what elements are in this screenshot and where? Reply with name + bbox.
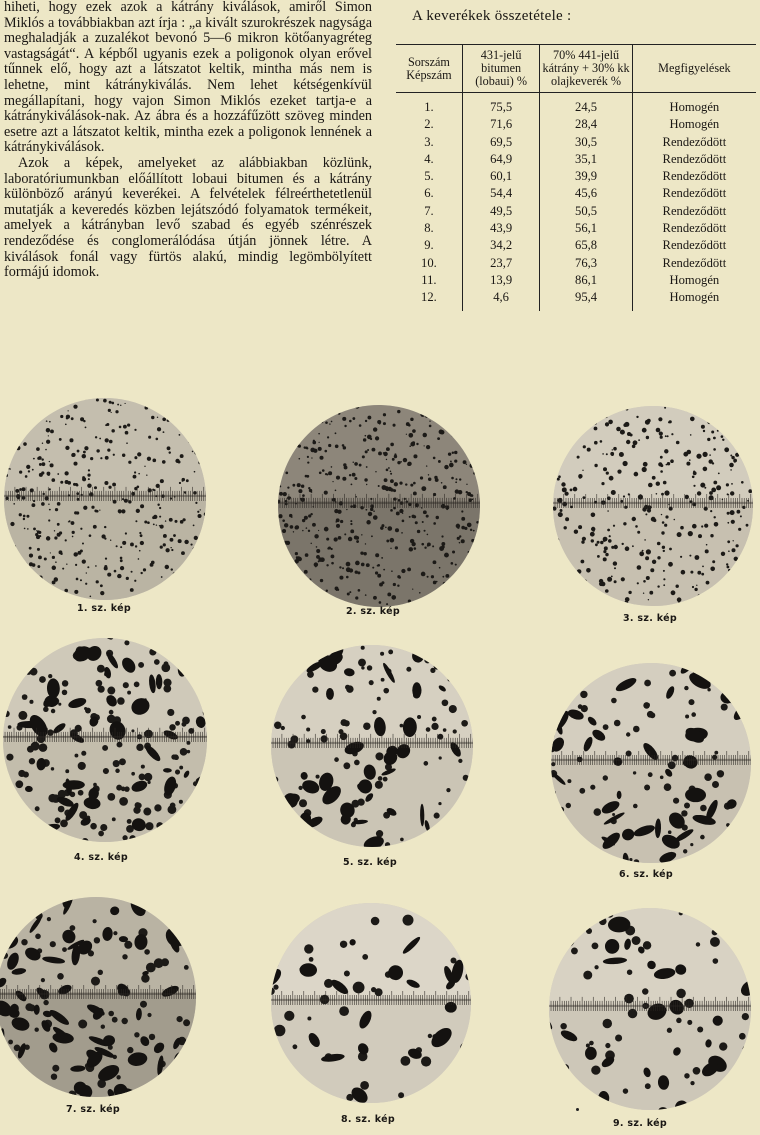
cell-katrany: 35,1 <box>540 151 632 168</box>
cell-bitumen: 71,6 <box>462 116 540 133</box>
header-katrany: 70% 441-jelű kátrány + 30% kk olajkeverék % <box>540 45 632 93</box>
table-row <box>396 255 756 272</box>
cell-bitumen: 64,9 <box>462 151 540 168</box>
paragraph-1: hiheti, hogy ezek azok a kátrány kiválások, amiről Simon Miklós a továbbiakban azt írja : „a kivált szurokrészek nagysága meghaladják a zuzalékot bevonó 5—6 mikron kötőanyagréteg vastagságát“. A képből ugyanis ezek a poligonok olyan erővel tűnnek elő, hogy azt a látszatot keltik, mintha más nem is lehetne, mint kátránykiválás. Nem lehet kétségenkívül megállapítani, hogy vajon Simon Miklós ezeket tartja-e a kátránykiválások-nak. Az ábra és a hozzáfűzött szöveg minden esetre azt a látszatot keltik, mintha ezek a poligonok lennének a kátránykiválások. <box>4 0 372 156</box>
micrograph-5 <box>271 645 473 847</box>
caption-2: 2. sz. kép <box>346 606 400 617</box>
cell-katrany: 76,3 <box>540 255 632 272</box>
composition-table <box>396 44 756 311</box>
body-text <box>4 0 372 281</box>
cell-katrany: 45,6 <box>540 185 632 202</box>
cell-no: 9. <box>424 238 434 253</box>
micrograph-texture <box>3 638 207 842</box>
micrograph-texture <box>271 903 471 1103</box>
cell-bitumen: 54,4 <box>462 185 540 202</box>
cell-obs: Rendeződött <box>632 185 756 202</box>
cell-obs: Homogén <box>632 272 756 289</box>
table-body <box>396 93 756 311</box>
cell-katrany: 28,4 <box>540 116 632 133</box>
caption-8: 8. sz. kép <box>341 1114 395 1125</box>
cell-katrany: 56,1 <box>540 220 632 237</box>
cell-katrany: 24,5 <box>540 93 632 117</box>
micrograph-texture <box>0 897 196 1097</box>
table-row <box>396 168 756 185</box>
cell-bitumen: 69,5 <box>462 134 540 151</box>
cell-bitumen: 75,5 <box>462 93 540 117</box>
cell-no: 12. <box>421 290 437 305</box>
table-row <box>396 185 756 202</box>
table-row <box>396 151 756 168</box>
cell-katrany: 30,5 <box>540 134 632 151</box>
cell-bitumen: 4,6 <box>462 289 540 310</box>
cell-bitumen: 13,9 <box>462 272 540 289</box>
cell-obs: Homogén <box>632 116 756 133</box>
header-sorszam: Sorszám Képszám <box>396 45 462 93</box>
micrograph-6 <box>551 663 751 863</box>
micrograph-texture <box>549 908 751 1110</box>
micrograph-texture <box>278 405 480 607</box>
table-row <box>396 272 756 289</box>
table-row <box>396 116 756 133</box>
caption-1: 1. sz. kép <box>77 603 131 614</box>
table-row <box>396 93 756 117</box>
cell-obs: Homogén <box>632 93 756 117</box>
cell-obs: Rendeződött <box>632 151 756 168</box>
cell-katrany: 39,9 <box>540 168 632 185</box>
cell-no: 1. <box>424 100 434 114</box>
micrograph-texture <box>553 406 753 606</box>
cell-obs: Rendeződött <box>632 134 756 151</box>
table-row <box>396 203 756 220</box>
cell-no: 7. <box>424 203 434 218</box>
table-header-row <box>396 45 756 93</box>
table-row <box>396 220 756 237</box>
cell-no: 4. <box>424 151 434 166</box>
micrograph-texture <box>271 645 473 847</box>
cell-no: 2. <box>424 117 434 132</box>
caption-3: 3. sz. kép <box>623 613 677 624</box>
micrograph-texture <box>551 663 751 863</box>
cell-bitumen: 34,2 <box>462 237 540 254</box>
micrograph-1 <box>4 398 206 600</box>
cell-katrany: 86,1 <box>540 272 632 289</box>
cell-obs: Rendeződött <box>632 203 756 220</box>
table-row <box>396 289 756 310</box>
cell-obs: Rendeződött <box>632 220 756 237</box>
micrograph-9 <box>549 908 751 1110</box>
header-bitumen: 431-jelű bitumen (lobaui) % <box>462 45 540 93</box>
cell-obs: Homogén <box>632 289 756 310</box>
cell-bitumen: 43,9 <box>462 220 540 237</box>
micrograph-4 <box>3 638 207 842</box>
table-row <box>396 134 756 151</box>
cell-bitumen: 23,7 <box>462 255 540 272</box>
cell-katrany: 95,4 <box>540 289 632 310</box>
caption-7: 7. sz. kép <box>66 1104 120 1115</box>
caption-5: 5. sz. kép <box>343 857 397 868</box>
cell-bitumen: 49,5 <box>462 203 540 220</box>
micrograph-2 <box>278 405 480 607</box>
cell-no: 11. <box>421 272 437 287</box>
table-row <box>396 237 756 254</box>
cell-obs: Rendeződött <box>632 255 756 272</box>
cell-no: 3. <box>424 134 434 149</box>
caption-6: 6. sz. kép <box>619 869 673 880</box>
cell-no: 6. <box>424 186 434 201</box>
table-title: A keverékek összetétele : <box>412 8 572 24</box>
micrograph-8 <box>271 903 471 1103</box>
micrograph-texture <box>4 398 206 600</box>
cell-no: 10. <box>421 255 437 270</box>
cell-no: 5. <box>424 169 434 184</box>
cell-bitumen: 60,1 <box>462 168 540 185</box>
paragraph-2: Azok a képek, amelyeket az alábbiakban közlünk, laboratóriumunkban előállított lobaui bitumen és a kátrány különböző arányú keverékei. A felvételek félreérthetetlenül mutatják a keveredés közben lejátszódó folyamatok termékeit, amelyek a kátrányban levő szabad és egyéb szénrészek rendeződése és conglomerálódása útján jönnek létre. A kiválások fonál vagy fürtös alakú, mindig legömbölyített formájú idomok. <box>4 154 372 281</box>
micrograph-3 <box>553 406 753 606</box>
cell-katrany: 65,8 <box>540 237 632 254</box>
caption-9: 9. sz. kép <box>613 1118 667 1129</box>
cell-no: 8. <box>424 221 434 236</box>
stray-dot <box>576 1108 579 1111</box>
cell-obs: Rendeződött <box>632 168 756 185</box>
micrograph-7 <box>0 897 196 1097</box>
caption-4: 4. sz. kép <box>74 852 128 863</box>
cell-katrany: 50,5 <box>540 203 632 220</box>
cell-obs: Rendeződött <box>632 237 756 254</box>
header-megfigyelesek: Megfigyelések <box>632 45 756 93</box>
